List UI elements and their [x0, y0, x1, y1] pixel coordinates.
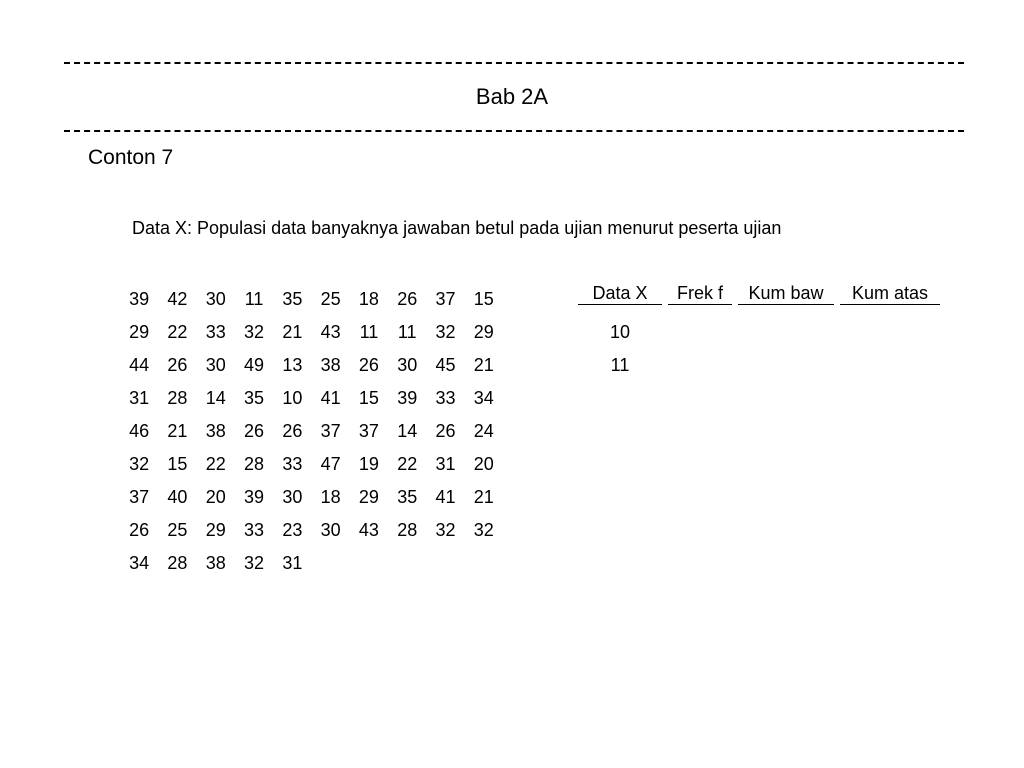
- data-cell: 39: [397, 388, 418, 408]
- data-cell: 25: [167, 520, 188, 540]
- data-cell: 29: [129, 322, 150, 342]
- data-cell: 37: [435, 289, 456, 309]
- data-cell: 29: [358, 487, 379, 507]
- bottom-dashed-rule: [64, 130, 964, 132]
- data-cell: 46: [129, 421, 150, 441]
- data-cell: 49: [244, 355, 265, 375]
- data-grid: [120, 283, 503, 580]
- data-cell: 32: [435, 322, 456, 342]
- data-cell: 11: [244, 289, 264, 309]
- data-cell: 31: [435, 454, 456, 474]
- data-cell: 38: [205, 421, 226, 441]
- data-cell: 29: [473, 322, 494, 342]
- data-cell: 34: [129, 553, 150, 573]
- data-cell: 26: [244, 421, 265, 441]
- data-cell: 19: [358, 454, 379, 474]
- frequency-row: [578, 316, 946, 349]
- data-cell: 31: [129, 388, 150, 408]
- data-cell: 14: [205, 388, 226, 408]
- data-cell: 25: [320, 289, 341, 309]
- data-cell: 24: [473, 421, 494, 441]
- data-cell: 30: [397, 355, 418, 375]
- data-cell: 21: [473, 355, 494, 375]
- data-cell: 37: [358, 421, 379, 441]
- data-cell: 26: [358, 355, 379, 375]
- data-cell: 21: [473, 487, 494, 507]
- data-cell: 26: [282, 421, 303, 441]
- data-cell: 32: [244, 322, 265, 342]
- data-cell: 26: [435, 421, 456, 441]
- data-cell: 45: [435, 355, 456, 375]
- data-row: [120, 547, 503, 580]
- data-row: [120, 448, 503, 481]
- data-cell: 11: [397, 322, 417, 342]
- frequency-row: [578, 349, 946, 382]
- data-cell: 13: [282, 355, 303, 375]
- data-cell: 32: [244, 553, 265, 573]
- data-cell: 40: [167, 487, 188, 507]
- data-cell: 32: [129, 454, 150, 474]
- data-cell: 28: [244, 454, 265, 474]
- data-row: [120, 382, 503, 415]
- data-cell: 31: [282, 553, 303, 573]
- data-cell: 21: [282, 322, 303, 342]
- data-cell: 22: [167, 322, 188, 342]
- data-cell: 39: [129, 289, 150, 309]
- data-x-value: 10: [609, 322, 631, 342]
- section-subtitle: Conton 7: [88, 146, 174, 169]
- data-cell: 28: [167, 553, 188, 573]
- data-cell: 15: [358, 388, 379, 408]
- data-cell: 32: [473, 520, 494, 540]
- data-cell: 22: [397, 454, 418, 474]
- data-cell: 29: [205, 520, 226, 540]
- data-cell: 26: [397, 289, 418, 309]
- data-cell: 28: [397, 520, 418, 540]
- frequency-table: [578, 283, 946, 382]
- header-data-x: Data X: [578, 282, 662, 305]
- data-cell: 41: [320, 388, 341, 408]
- data-cell: 41: [435, 487, 456, 507]
- data-cell: 33: [244, 520, 265, 540]
- data-row: [120, 514, 503, 547]
- data-cell: 30: [320, 520, 341, 540]
- frequency-table-header: [578, 283, 946, 305]
- data-cell: 18: [320, 487, 341, 507]
- data-cell: 35: [282, 289, 303, 309]
- data-row: [120, 316, 503, 349]
- data-cell: 33: [205, 322, 226, 342]
- data-cell: 43: [320, 322, 341, 342]
- data-cell: 47: [320, 454, 341, 474]
- data-description: Data X: Populasi data banyaknya jawaban betul pada ujian menurut peserta ujian: [132, 218, 782, 238]
- data-cell: 26: [167, 355, 188, 375]
- data-cell: 35: [397, 487, 418, 507]
- data-cell: 34: [473, 388, 494, 408]
- data-cell: 32: [435, 520, 456, 540]
- header-kum-baw: Kum baw: [738, 282, 834, 305]
- header-kum-atas: Kum atas: [840, 282, 940, 305]
- header-frek-f: Frek f: [668, 282, 732, 305]
- page-title: Bab 2A: [475, 84, 549, 109]
- data-cell: 18: [358, 289, 379, 309]
- data-cell: 30: [205, 289, 226, 309]
- data-cell: 33: [282, 454, 303, 474]
- data-cell: 20: [205, 487, 226, 507]
- data-cell: 35: [244, 388, 265, 408]
- data-x-value: 11: [610, 355, 630, 375]
- data-cell: 14: [397, 421, 418, 441]
- data-cell: 28: [167, 388, 188, 408]
- data-cell: 30: [282, 487, 303, 507]
- data-row: [120, 481, 503, 514]
- data-cell: 37: [129, 487, 150, 507]
- data-cell: 21: [167, 421, 188, 441]
- top-dashed-rule: [64, 62, 964, 64]
- data-cell: 38: [320, 355, 341, 375]
- data-cell: 11: [359, 322, 379, 342]
- data-cell: 15: [167, 454, 188, 474]
- data-cell: 38: [205, 553, 226, 573]
- data-cell: 30: [205, 355, 226, 375]
- data-row: [120, 415, 503, 448]
- data-cell: 20: [473, 454, 494, 474]
- data-cell: 26: [129, 520, 150, 540]
- data-cell: 22: [205, 454, 226, 474]
- data-cell: 37: [320, 421, 341, 441]
- data-cell: 43: [358, 520, 379, 540]
- data-cell: 15: [473, 289, 494, 309]
- data-cell: 44: [129, 355, 150, 375]
- data-row: [120, 349, 503, 382]
- data-cell: 23: [282, 520, 303, 540]
- data-cell: 39: [244, 487, 265, 507]
- data-cell: 33: [435, 388, 456, 408]
- data-row: [120, 283, 503, 316]
- data-cell: 10: [282, 388, 303, 408]
- data-cell: 42: [167, 289, 188, 309]
